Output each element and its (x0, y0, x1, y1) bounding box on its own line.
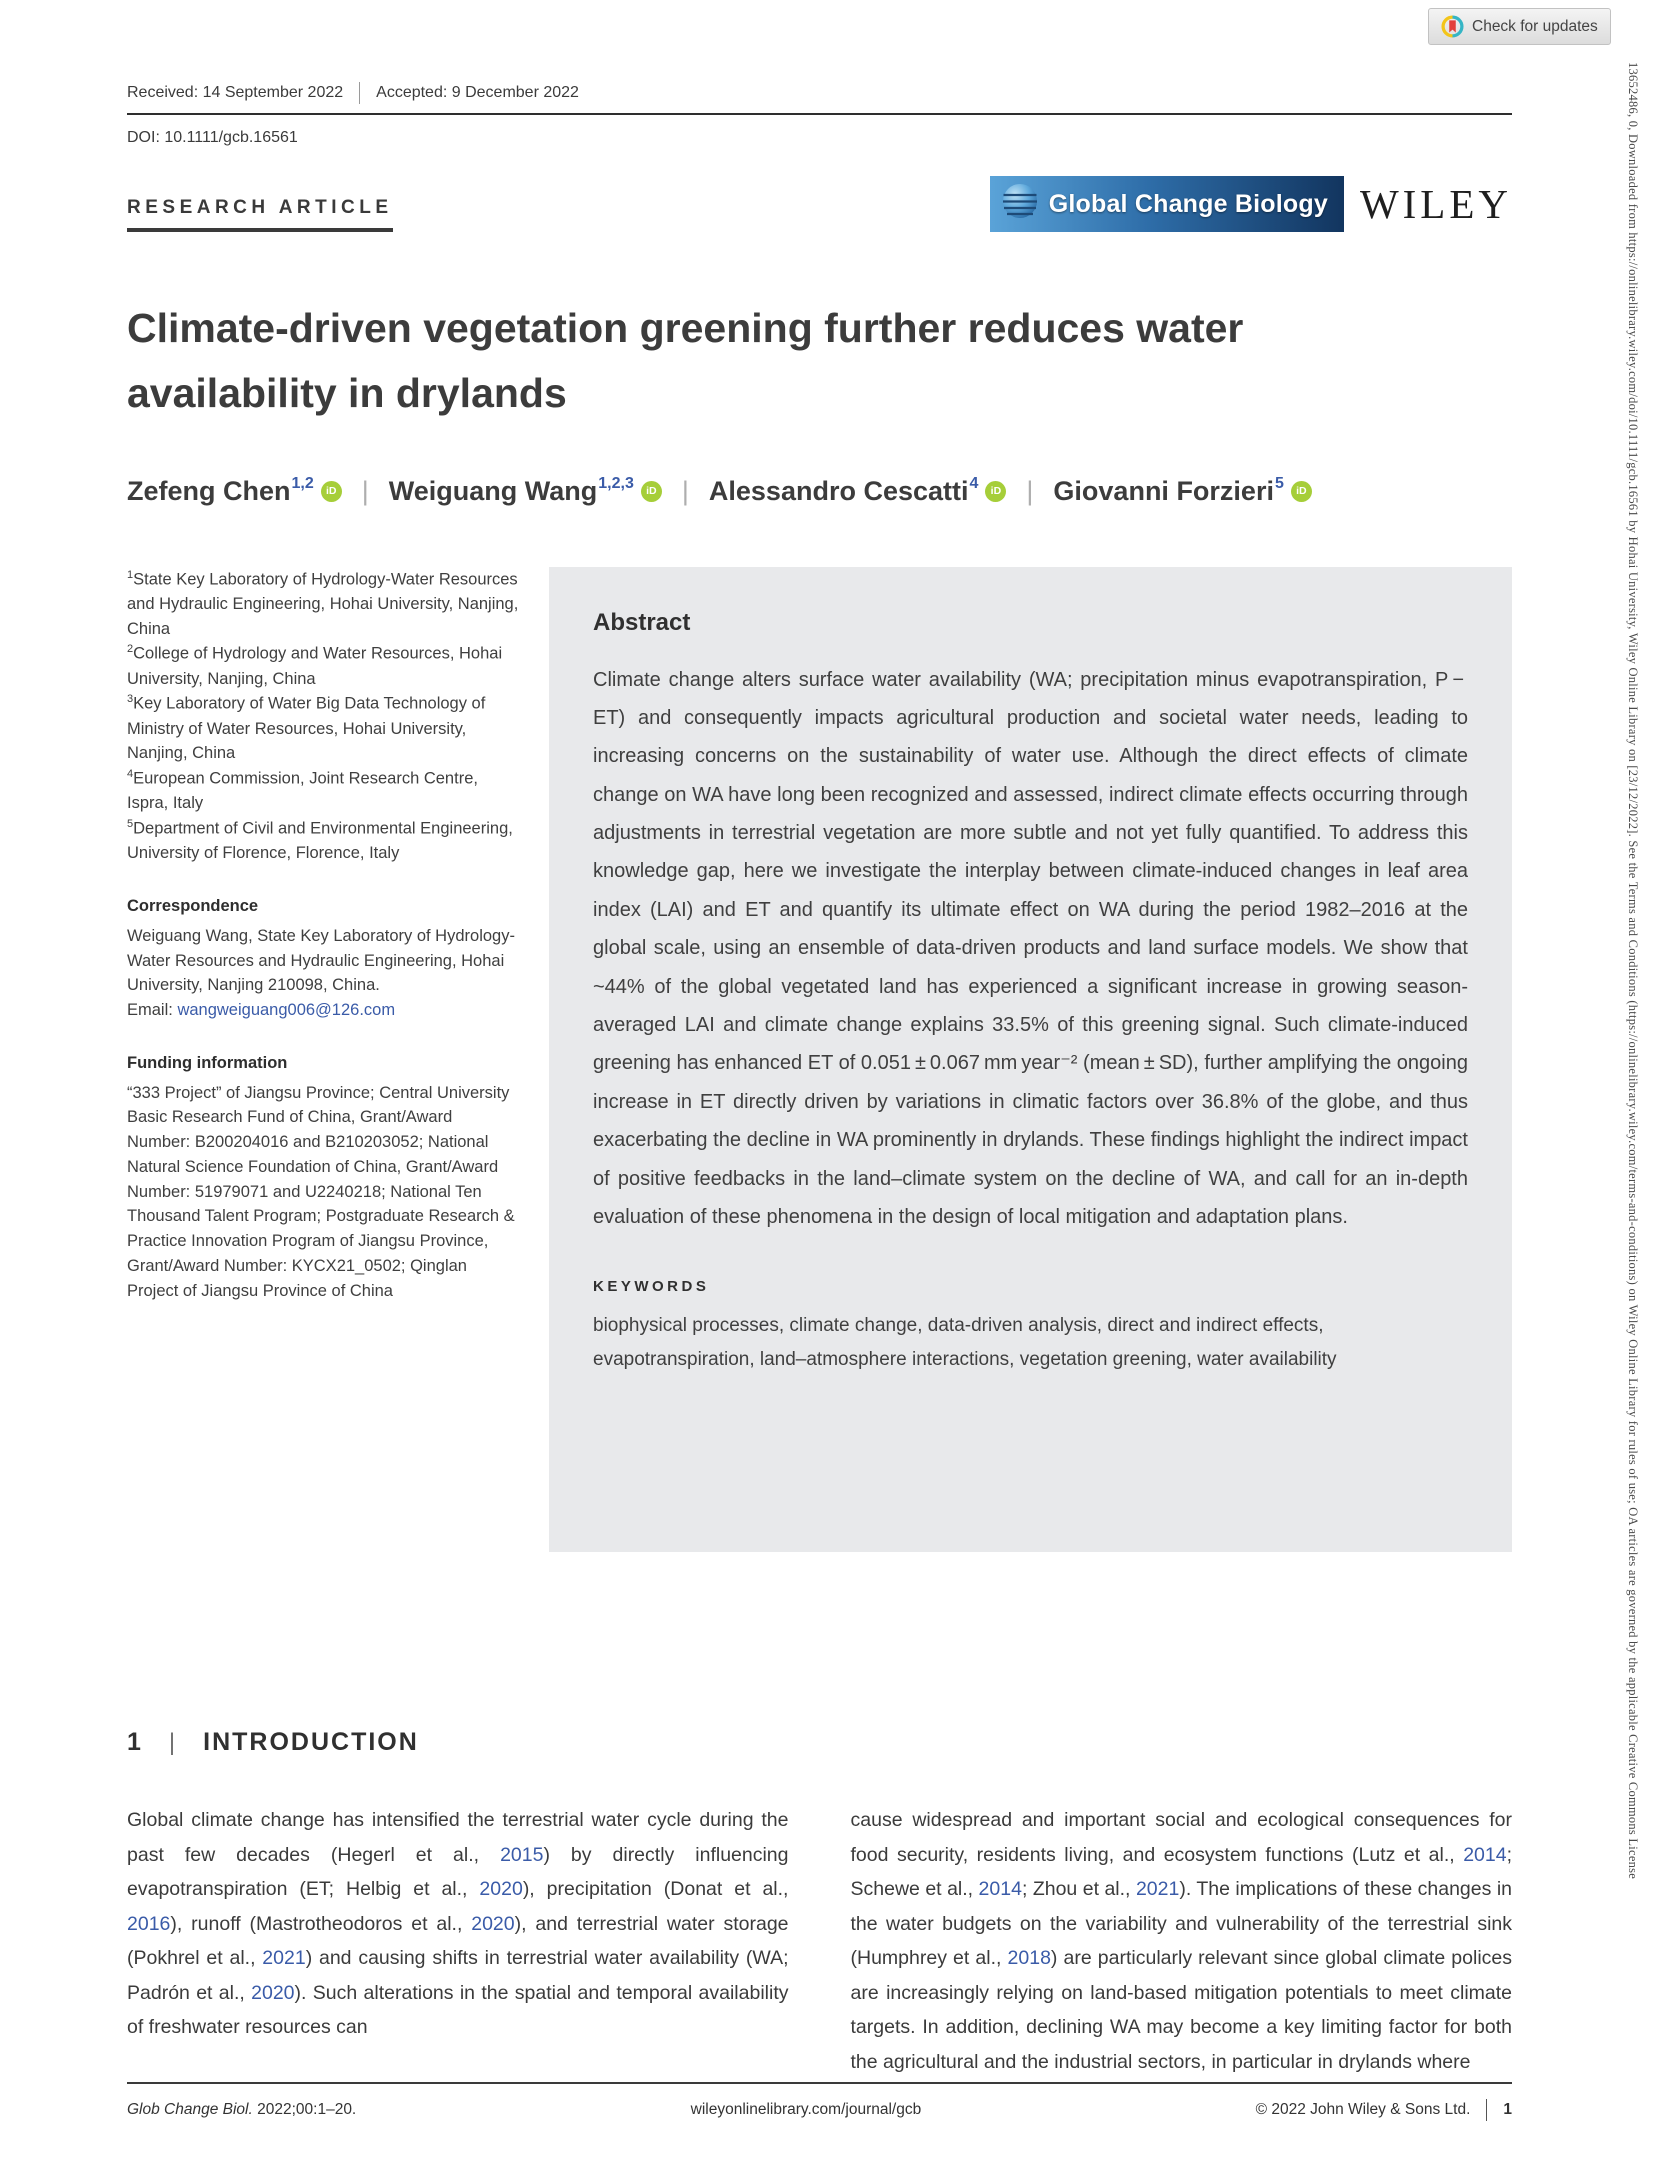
author-divider: | (361, 475, 369, 506)
funding-heading: Funding information (127, 1053, 288, 1072)
orcid-icon[interactable]: iD (1291, 481, 1312, 502)
text-segment: Global climate change has intensified the terrestrial water cycle during the past few decades (Hegerl et al., (127, 1809, 789, 1866)
abstract-panel (549, 567, 1512, 1552)
author-affiliation-sup: 1,2,3 (598, 474, 634, 492)
article-content (127, 82, 1512, 1552)
author-affiliation-sup: 5 (1274, 474, 1284, 492)
footer-citation: Glob Change Biol. 2022;00:1–20. (127, 2101, 357, 2118)
received-date: Received: 14 September 2022 (127, 84, 344, 101)
journal-logo-text: Global Change Biology (1048, 189, 1328, 218)
text-segment: ) are particularly relevant since global climate polices are increasingly relying on land-based mitigation potentials to meet climate targets. In addition, declining WA may become a key limiting factor for both the agricultural and the industrial sectors, in particular in drylands where (850, 1947, 1512, 2073)
check-for-updates-label: Check for updates (1472, 17, 1598, 35)
affiliations-abstract-grid (127, 567, 1512, 1552)
citation-link[interactable]: 2021 (262, 1947, 306, 1969)
footer-right (1256, 2099, 1512, 2121)
text-segment: ) and causing shifts in terrestrial water availability (WA; Padrón et al., (127, 1947, 789, 2004)
email-link[interactable]: wangweiguang006@126.com (177, 1001, 396, 1020)
affiliation-item: $^3$Key Laboratory of Water Big Data Technology of Ministry of Water Resources, Hohai University, Nanjing, China (127, 693, 486, 763)
introduction-section (127, 1728, 1512, 2079)
section-title: INTRODUCTION (203, 1728, 419, 1756)
publisher-logo: WILEY (1359, 181, 1512, 227)
citation-link[interactable]: 2016 (127, 1912, 171, 1935)
article-title: Climate-driven vegetation greening further reduces water availability in drylands (127, 305, 1244, 416)
orcid-icon[interactable]: iD (641, 481, 662, 502)
footer-copyright: © 2022 John Wiley & Sons Ltd. (1255, 2101, 1471, 2118)
section-heading-divider: | (168, 1728, 176, 1756)
author-name: Alessandro Cescatti$^4$ (708, 474, 979, 506)
introduction-columns (127, 1803, 1512, 2079)
dates-divider (359, 82, 360, 104)
abstract-body: Climate change alters surface water availability (WA; precipitation minus evapotranspiration, P − ET) and consequently impacts agricultural production and societal water needs, leading to increasing concerns on the sustainability of water use. Although the direct effects of climate change on WA have long been recognized and assessed, indirect climate effects occurring through adjustments in terrestrial vegetation are more subtle and not yet fully quantified. To address this knowledge gap, here we investigate the interplay between climate-induced changes in leaf area index (LAI) and ET and quantify its ultimate effect on WA during the period 1982–2016 at the global scale, using an ensemble of data-driven products and land surface models. We show that ~44% of the global vegetated land has experienced a significant increase in growing season-averaged LAI and climate change explains 33.5% of this greening signal. Such climate-induced greening has enhanced ET of 0.051 ± 0.067 mm year⁻² (mean ± SD), further amplifying the ongoing increase in ET directly driven by variations in climatic factors over 36.8% of the globe, and thus exacerbating the decline in WA prominently in drylands. These findings highlight the indirect impact of positive feedbacks in the land–climate system on the decline of WA, and call for an in-depth evaluation of these phenomena in the design of local mitigation and adaptation plans. (593, 668, 1468, 1228)
text-segment: ). Such alterations in the spatial and temporal availability of freshwater resources can (127, 1981, 789, 2038)
text-segment: ; Zhou et al., (1021, 1878, 1136, 1900)
introduction-left-column (127, 1803, 789, 2079)
keywords-list: biophysical processes, climate change, data-driven analysis, direct and indirect effects, evapotranspiration, land–atmosphere interactions, vegetation greening, water availability (593, 1315, 1337, 1370)
abstract-heading: Abstract (593, 608, 691, 636)
text-segment: ) by directly influencing evapotranspiration (ET; Helbig et al., (127, 1843, 789, 1900)
citation-link[interactable]: 2020 (479, 1878, 523, 1900)
affiliation-item: $^5$Department of Civil and Environmental Engineering, University of Florence, Florence, Italy (127, 818, 513, 863)
section-heading (127, 1728, 1512, 1757)
check-for-updates-button[interactable] (1428, 8, 1611, 45)
left-sidebar (127, 567, 519, 1552)
introduction-right-column (851, 1803, 1513, 2079)
globe-icon (1000, 181, 1040, 228)
text-segment: ), precipitation (Donat et al., (522, 1878, 789, 1900)
check-for-updates-icon (1441, 15, 1464, 38)
text-segment: ). The implications of these changes in the water budgets on the variability and vulnerability of the terrestrial sink (Humphrey et al., (850, 1878, 1513, 1969)
text-segment: ), runoff (Mastrotheodoros et al., (170, 1912, 472, 1935)
page-number: 1 (1486, 2099, 1512, 2121)
citation-link[interactable]: 2014 (1463, 1843, 1507, 1866)
dates-row (127, 82, 1512, 104)
page-footer (127, 2082, 1512, 2121)
correspondence-email-line: Email: wangweiguang006@126.com (127, 1001, 396, 1020)
doi-text: DOI: 10.1111/gcb.16561 (127, 129, 298, 146)
citation-link[interactable]: 2020 (251, 1981, 295, 2004)
citation-link[interactable]: 2021 (1135, 1878, 1180, 1900)
author-name: Zefeng Chen$^{1,2}$ (127, 474, 314, 506)
text-segment: ; Schewe et al., (850, 1843, 1512, 1900)
author-list (127, 476, 1512, 507)
funding-body: “333 Project” of Jiangsu Province; Central University Basic Research Fund of China, Grant/Award Number: B200204016 and B210203052; National Natural Science Foundation of China, Grant/Award Number: 51979071 and U2240218; National Ten Thousand Talent Program; Postgraduate Research & Practice Innovation Program of Jiangsu Province, Grant/Award Number: KYCX21_0502; Qinglan Project of Jiangsu Province of China (127, 1083, 515, 1300)
affiliation-item: $^2$College of Hydrology and Water Resources, Hohai University, Nanjing, China (127, 643, 503, 688)
citation-link[interactable]: 2020 (471, 1912, 515, 1935)
correspondence-body: Weiguang Wang, State Key Laboratory of Hydrology-Water Resources and Hydraulic Engineering, Hohai University, Nanjing 210098, China. (127, 926, 515, 995)
affiliation-item: $^1$State Key Laboratory of Hydrology-Water Resources and Hydraulic Engineering, Hohai University, Nanjing, China (127, 568, 519, 638)
author-affiliation-sup: 4 (969, 474, 979, 492)
correspondence-heading: Correspondence (127, 897, 259, 916)
brand-block (990, 176, 1512, 232)
citation-link[interactable]: 2014 (978, 1878, 1022, 1900)
author-divider: | (681, 475, 689, 506)
author-name: Giovanni Forzieri$^5$ (1053, 474, 1284, 506)
footer-journal-url[interactable]: wileyonlinelibrary.com/journal/gcb (690, 2101, 922, 2118)
author-divider: | (1026, 475, 1034, 506)
author-name: Weiguang Wang$^{1,2,3}$ (388, 474, 634, 506)
download-provenance-sidebar: 13652486, 0, Downloaded from https://onlinelibrary.wiley.com/doi/10.1111/gcb.16561 by Hohai University, Wiley Online Library on [23/12/2022]. See the Terms and Conditions (https://onlinelibrary.wiley.com/terms-and-conditions) on Wiley Online Library for rules of use; OA articles are governed by the applicable Creative Commons License (1626, 62, 1640, 1880)
author-affiliation-sup: 1,2 (291, 474, 314, 492)
citation-link[interactable]: 2015 (500, 1843, 544, 1866)
text-segment: ), and terrestrial water storage (Pokhrel et al., (127, 1912, 789, 1969)
keywords-heading: KEYWORDS (593, 1278, 710, 1296)
accepted-date: Accepted: 9 December 2022 (376, 84, 579, 101)
citation-link[interactable]: 2018 (1007, 1947, 1051, 1969)
orcid-icon[interactable]: iD (321, 481, 342, 502)
text-segment: cause widespread and important social and ecological consequences for food security, residents living, and ecosystem functions (Lutz et al., (850, 1809, 1512, 1866)
header-rule (127, 113, 1512, 115)
journal-logo (990, 176, 1344, 232)
article-type-label: RESEARCH ARTICLE (127, 197, 393, 232)
affiliation-item: $^4$European Commission, Joint Research Centre, Ispra, Italy (127, 768, 478, 813)
section-number: 1 (127, 1728, 141, 1756)
type-and-brand-row (127, 175, 1512, 232)
orcid-icon[interactable]: iD (985, 481, 1006, 502)
